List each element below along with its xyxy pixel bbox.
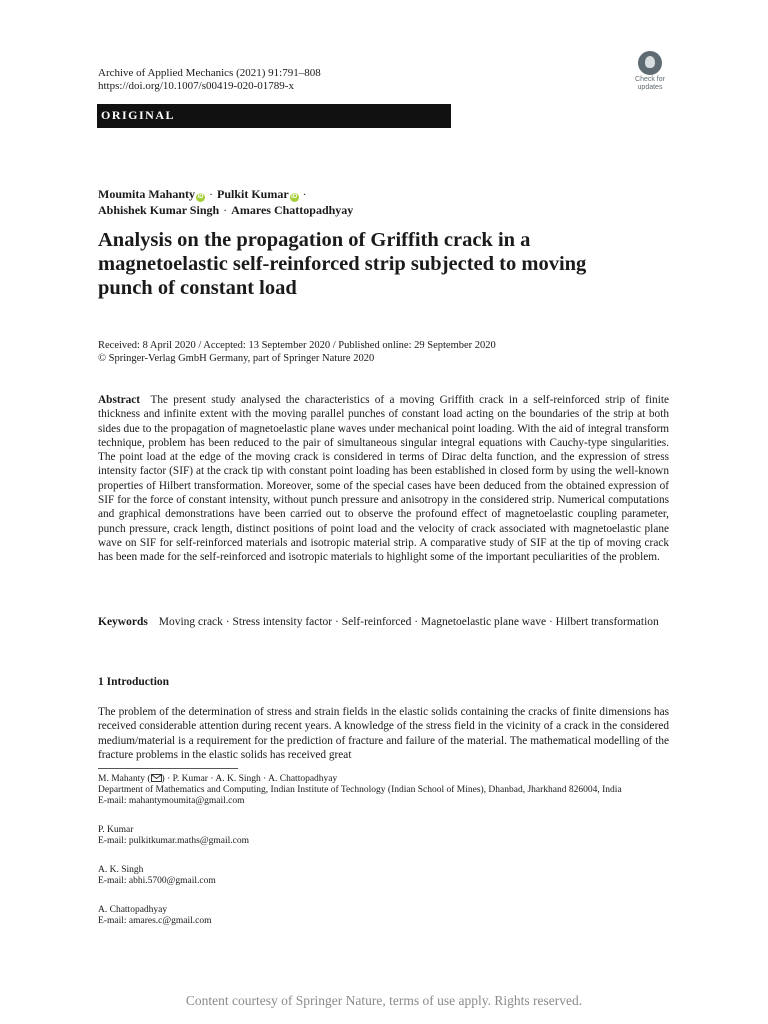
author-name[interactable]: Pulkit Kumar	[217, 187, 289, 201]
abstract-text: The present study analysed the characteristics of a moving Griffith crack in a self-reinforced strip of finite thickness and infinite extent with the moving parallel punches of constant load acting on the boundaries of the strip at both sides due to the propagation of magnetoelastic plane waves under mechanical point loading. With the aid of integral transform technique, problem has been reduced to the pair of simultaneous singular integral equations with Cauchy-type singularities. The point load at the edge of the moving crack is considered in terms of Dirac delta function, and the expression of stress intensity factor (SIF) at the crack tip with constant point loading has been established in closed form by using the well-known properties of Hilbert transformation. Moreover, some of the special cases have been deduced from the obtained expression of SIF for the force of constant intensity, without punch pressure and anisotropy in the considered strip. Numerical computations and graphical demonstrations have been carried out to observe the profound effect of magnetoelastic coupling parameter, punch pressure, crack length, distinct positions of point load and the velocity of crack associated with magnetoelastic plane wave on SIF for self-reinforced materials and isotropic material strip. A comparative study of SIF at the tip of moving crack has been made for the self-reinforced and isotropic materials to highlight some of the important peculiarities of the problem.	[98, 394, 669, 564]
date-history: Received: 8 April 2020 / Accepted: 13 September 2020 / Published online: 29 September 2020	[98, 340, 496, 351]
footnote-coauthors: · P. Kumar · A. K. Singh · A. Chattopadhyay	[167, 774, 338, 784]
footnote-name: A. K. Singh	[98, 865, 144, 875]
publication-dates	[98, 339, 496, 365]
author-list	[98, 186, 353, 218]
title-line: Analysis on the propagation of Griffith crack in a	[98, 229, 531, 251]
keywords-text: Moving crack · Stress intensity factor · Self-reinforced · Magnetoelastic plane wave · Hilbert transformation	[158, 616, 659, 628]
courtesy-notice: Content courtesy of Springer Nature, terms of use apply. Rights reserved.	[185, 993, 583, 1008]
author-name[interactable]: Amares Chattopadhyay	[231, 203, 354, 217]
author-separator: ·	[302, 187, 307, 201]
envelope-icon[interactable]	[151, 774, 162, 782]
author-footnotes	[98, 774, 669, 927]
author-separator: ·	[209, 187, 213, 201]
footnote-name: P. Kumar	[98, 825, 134, 835]
check-for-updates-icon	[638, 51, 662, 75]
abstract	[98, 393, 669, 565]
paren-open: (	[147, 774, 151, 784]
badge-line2: updates	[637, 84, 663, 91]
affiliation: Department of Mathematics and Computing, Indian Institute of Technology (Indian School of Mines), Dhanbad, Jharkhand 826004, India	[98, 785, 622, 795]
introduction-text: The problem of the determination of stress and strain fields in the elastic solids containing the cracks of finite dimensions has received considerable attention during recent years. A knowledge of the stress field in the vicinity of a crack in the considered medium/material is a requirement for the prediction of fracture and failure of the material. The mathematical modelling of the fracture problems in the elastic solids has received great	[98, 706, 669, 761]
abstract-label: Abstract	[98, 394, 141, 406]
footnote-name: M. Mahanty	[98, 774, 145, 784]
check-for-updates-badge[interactable]	[630, 51, 670, 91]
footnote-rule	[98, 768, 238, 769]
paren-close: )	[161, 774, 165, 784]
author-name[interactable]: Abhishek Kumar Singh	[98, 203, 220, 217]
article-title	[98, 228, 698, 300]
email[interactable]: E-mail: abhi.5700@gmail.com	[98, 876, 216, 886]
title-line: magnetoelastic self-reinforced strip subjected to moving	[98, 253, 587, 275]
footnote-name: A. Chattopadhyay	[98, 905, 168, 915]
email[interactable]: E-mail: mahantymoumita@gmail.com	[98, 796, 245, 806]
orcid-icon[interactable]: iD	[291, 194, 298, 200]
journal-header	[98, 67, 321, 93]
title-line: punch of constant load	[98, 277, 297, 299]
doi-link[interactable]: https://doi.org/10.1007/s00419-020-01789-x	[98, 80, 294, 92]
badge-line1: Check for	[635, 76, 665, 83]
email[interactable]: E-mail: pulkitkumar.maths@gmail.com	[98, 836, 249, 846]
journal-citation: Archive of Applied Mechanics (2021) 91:791–808	[98, 67, 321, 79]
orcid-icon[interactable]: iD	[197, 194, 204, 200]
author-name[interactable]: Moumita Mahanty	[98, 187, 195, 201]
email[interactable]: E-mail: amares.c@gmail.com	[98, 916, 212, 926]
article-type-bar: ORIGINAL	[97, 104, 451, 128]
keywords-label: Keywords	[98, 616, 148, 628]
keywords	[98, 615, 669, 630]
section-heading: 1 Introduction	[98, 676, 170, 688]
author-separator: ·	[223, 203, 228, 217]
copyright-line: © Springer-Verlag GmbH Germany, part of Springer Nature 2020	[98, 353, 375, 364]
